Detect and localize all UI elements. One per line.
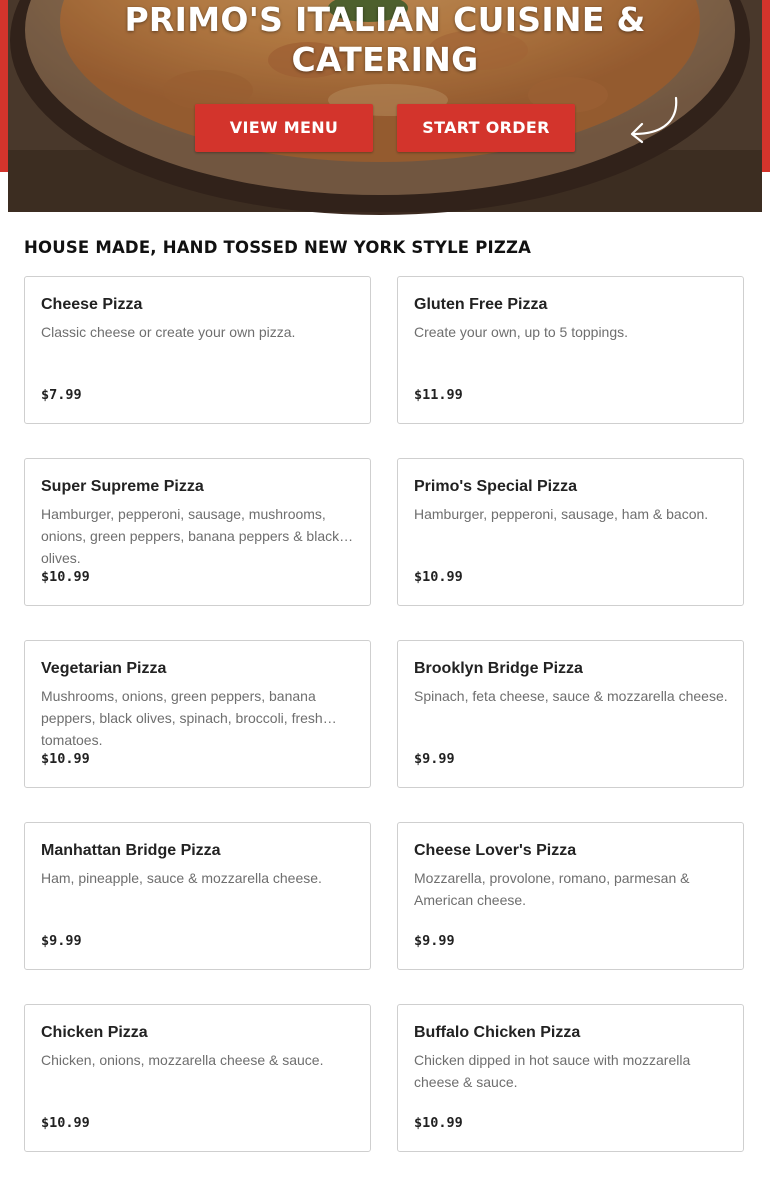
menu-item-name: Cheese Lover's Pizza — [414, 842, 577, 859]
menu-item-price: $9.99 — [41, 933, 82, 949]
menu-item-name: Super Supreme Pizza — [41, 478, 204, 495]
curved-arrow-icon — [620, 96, 682, 146]
menu-item-price: $7.99 — [41, 387, 82, 403]
menu-item-price: $10.99 — [41, 569, 90, 585]
hero-title-line-1: PRIMO'S ITALIAN CUISINE & — [124, 0, 646, 39]
menu-item-name: Brooklyn Bridge Pizza — [414, 660, 583, 677]
menu-item-name: Manhattan Bridge Pizza — [41, 842, 221, 859]
menu-item-description: Hamburger, pepperoni, sausage, mushrooms, onions, green peppers, banana peppers & black olives. — [41, 506, 340, 566]
menu-item-card[interactable] — [397, 640, 744, 788]
menu-item-price: $9.99 — [414, 751, 455, 767]
menu-item-card[interactable] — [397, 822, 744, 970]
menu-item-card[interactable] — [24, 276, 371, 424]
menu-item-price: $10.99 — [41, 1115, 90, 1131]
menu-item-name: Cheese Pizza — [41, 296, 143, 313]
menu-item-card[interactable] — [24, 1004, 371, 1152]
hero-title — [8, 0, 762, 80]
menu-item-description: Mozzarella, provolone, romano, parmesan & American cheese. — [414, 870, 690, 908]
start-order-button[interactable]: START ORDER — [397, 104, 575, 152]
hero-banner — [8, 0, 762, 212]
menu-item-name: Chicken Pizza — [41, 1024, 148, 1041]
menu-item-name: Primo's Special Pizza — [414, 478, 577, 495]
menu-item-description: Ham, pineapple, sauce & mozzarella cheese. — [41, 870, 322, 886]
menu-item-description: Chicken dipped in hot sauce with mozzarella cheese & sauce. — [414, 1052, 691, 1090]
menu-item-card[interactable] — [397, 458, 744, 606]
view-menu-button[interactable]: VIEW MENU — [195, 104, 373, 152]
section-title: HOUSE MADE, HAND TOSSED NEW YORK STYLE PIZZA — [24, 238, 532, 257]
menu-item-price: $10.99 — [41, 751, 90, 767]
menu-item-price: $10.99 — [414, 1115, 463, 1131]
menu-item-price: $11.99 — [414, 387, 463, 403]
hero-title-line-2: CATERING — [291, 40, 479, 79]
menu-item-name: Gluten Free Pizza — [414, 296, 548, 313]
menu-item-price: $9.99 — [414, 933, 455, 949]
menu-item-description: Create your own, up to 5 toppings. — [414, 324, 629, 340]
menu-item-description: Classic cheese or create your own pizza. — [41, 324, 296, 340]
menu-item-card[interactable] — [397, 276, 744, 424]
menu-item-card[interactable] — [397, 1004, 744, 1152]
menu-item-name: Buffalo Chicken Pizza — [414, 1024, 581, 1041]
menu-item-card[interactable] — [24, 640, 371, 788]
menu-item-card[interactable] — [24, 458, 371, 606]
menu-item-description: Hamburger, pepperoni, sausage, ham & bacon. — [414, 506, 709, 522]
menu-item-description: Spinach, feta cheese, sauce & mozzarella cheese. — [414, 688, 728, 704]
menu-item-card[interactable] — [24, 822, 371, 970]
menu-item-price: $10.99 — [414, 569, 463, 585]
menu-item-description: Chicken, onions, mozzarella cheese & sauce. — [41, 1052, 324, 1068]
menu-item-name: Vegetarian Pizza — [41, 660, 167, 677]
menu-item-description: Mushrooms, onions, green peppers, banana peppers, black olives, spinach, broccoli, fresh tomatoes. — [41, 688, 323, 748]
